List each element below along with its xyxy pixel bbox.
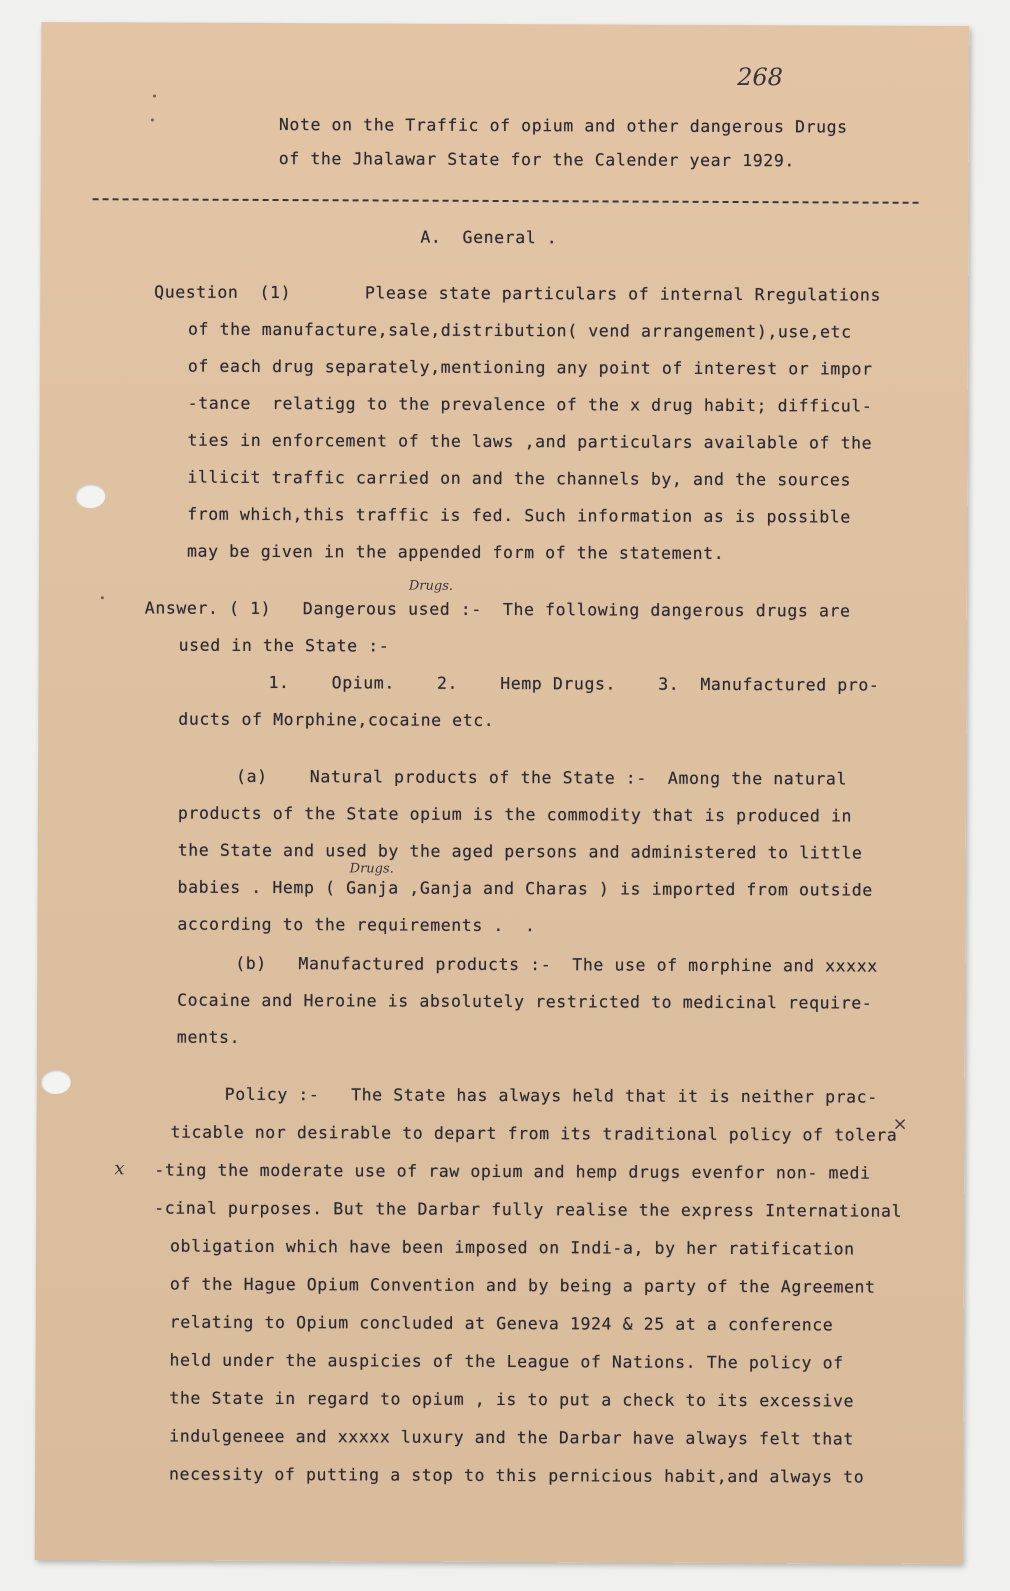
policy-line: necessity of putting a stop to this pernicious habit,and always to [168,1464,865,1487]
paper-speck [101,596,104,599]
answer-line: Answer. ( 1) Dangerous used :- The following dangerous drugs are [144,598,851,621]
question-line: -tance relatigg to the prevalence of the x drug habit; difficul- [187,393,873,416]
natural-products-line: the State and used by the aged persons and administered to little [177,840,863,863]
question-line: of each drug separately,mentioning any point of interest or impor [187,356,873,379]
document-page [35,22,970,1564]
policy-line: ticable nor desirable to depart from its traditional policy of tolera [170,1122,898,1145]
page-number: 268 [737,63,783,92]
punch-hole [41,1070,71,1094]
handwritten-insertion: Drugs. [349,861,394,877]
policy-line: obligation which have been imposed on Indi-a, by her ratification [169,1236,855,1259]
natural-products-line: babies . Hemp ( Ganja ,Ganja and Charas ) is imported from outside [177,877,873,900]
manufactured-products-line: ments. [176,1027,241,1047]
question-line: of the manufacture,sale,distribution( vend arrangement),use,etc [187,319,852,342]
title-line: of the Jhalawar State for the Calender year 1929. [278,149,795,171]
question-line: may be given in the appended form of the statement. [187,541,725,563]
policy-line: the State in regard to opium , is to put a check to its excessive [169,1388,855,1411]
question-line: Question (1) Please state particulars of internal Rregulations [154,282,882,305]
natural-products-line: (a) Natural products of the State :- Among the natural [236,766,848,789]
policy-line: of the Hague Opium Convention and by being a party of the Agreement [169,1274,876,1297]
handwritten-insertion: Drugs. [408,578,454,594]
policy-line: Policy :- The State has always held that it is neither prac- [224,1084,878,1107]
policy-line: indulgeneee and xxxxx luxury and the Darbar have always felt that [169,1426,854,1449]
question-line: from which,this traffic is fed. Such information as is possible [187,504,851,527]
policy-line: -ting the moderate use of raw opium and hemp drugs evenfor non- medi [154,1160,871,1183]
natural-products-line: according to the requirements . . [177,914,536,936]
punch-hole [75,484,105,508]
answer-line: 1. Opium. 2. Hemp Drugs. 3. Manufactured pro- [268,672,880,695]
manufactured-products-line: Cocaine and Heroine is absolutely restricted to medicinal require- [177,990,873,1013]
question-line: ties in enforcement of the laws ,and particulars available of the [187,430,873,453]
handwritten-cross: × [892,1113,908,1135]
answer-line: ducts of Morphine,cocaine etc. [178,709,495,730]
paper-speck [153,94,156,97]
margin-mark: x [114,1158,125,1180]
natural-products-line: products of the State opium is the commodity that is produced in [177,803,853,826]
paper-speck [151,118,154,121]
policy-line: -cinal purposes. But the Darbar fully realise the express International [154,1198,903,1221]
policy-line: relating to Opium concluded at Geneva 1924 & 25 at a conference [169,1312,834,1335]
title-line: Note on the Traffic of opium and other dangerous Drugs [278,115,848,137]
policy-line: held under the auspicies of the League of Nations. The policy of [169,1350,844,1373]
answer-line: used in the State :- [178,635,390,656]
manufactured-products-line: (b) Manufactured products :- The use of morphine and xxxxx [235,953,878,976]
section-heading: A. General . [420,227,558,248]
question-line: illicit traffic carried on and the channels by, and the sources [187,467,852,490]
dashed-rule [93,198,919,204]
